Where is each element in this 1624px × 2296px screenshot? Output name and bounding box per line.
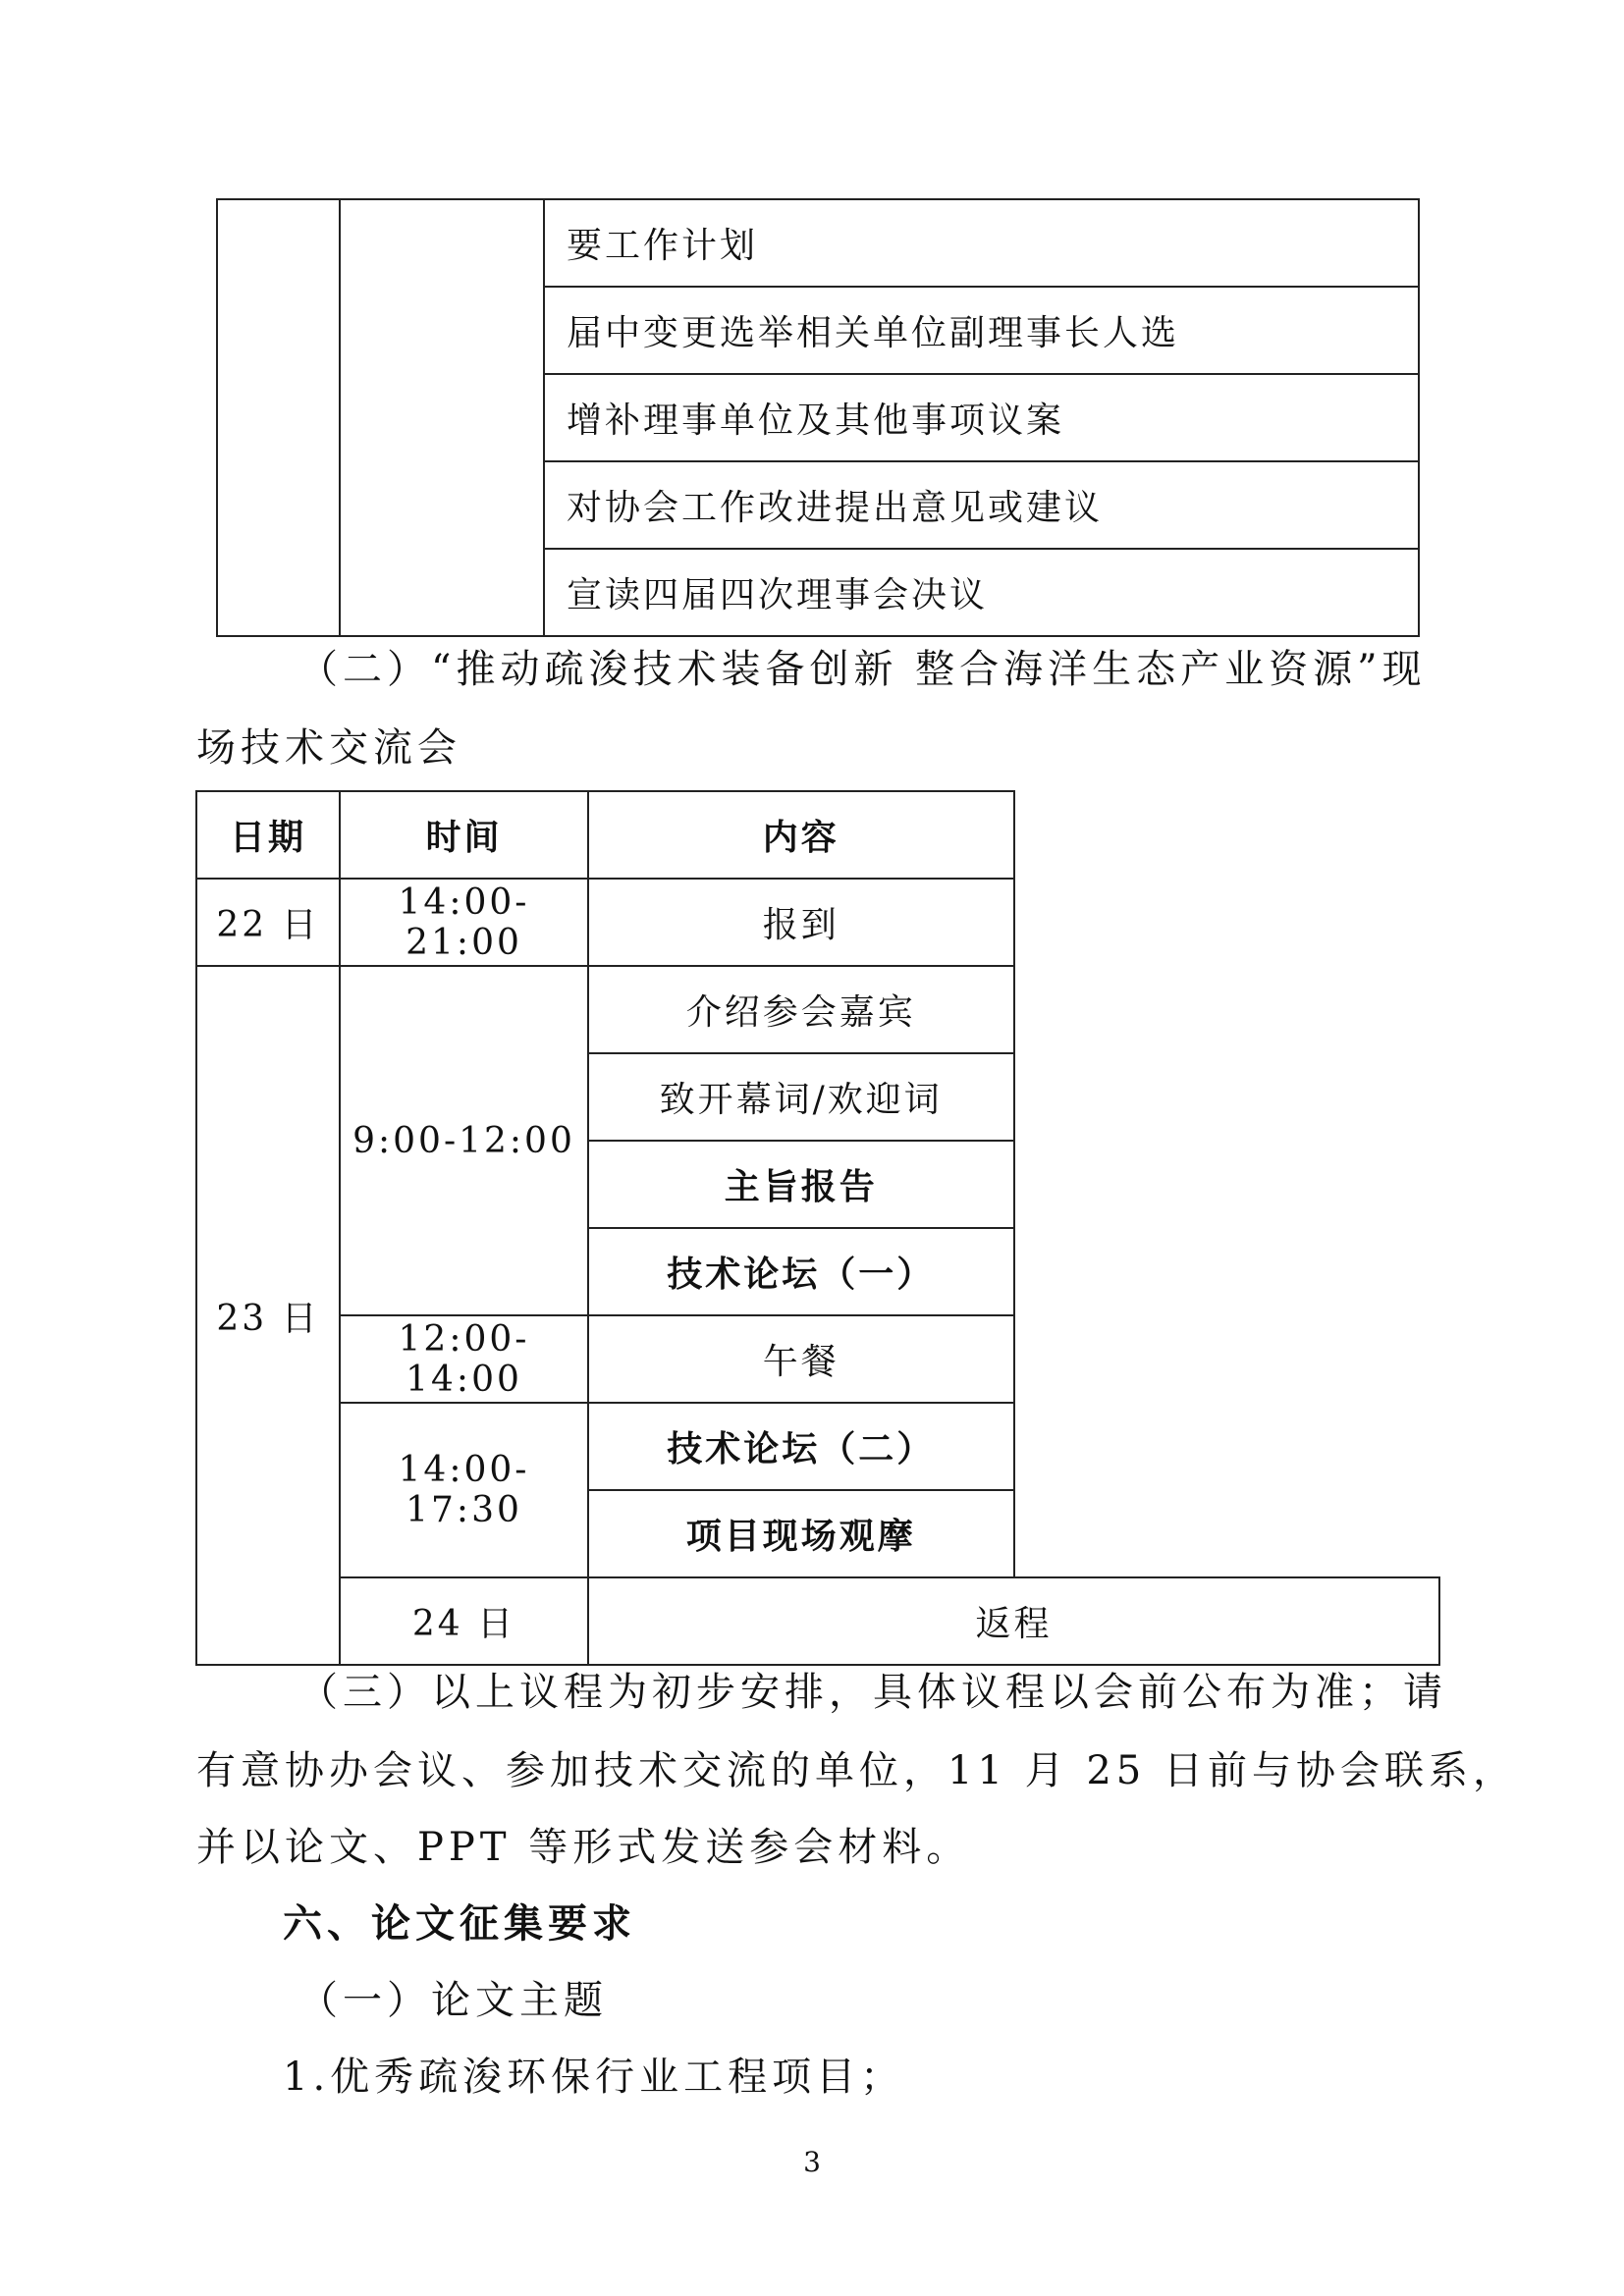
empty-date-cell — [217, 199, 340, 636]
section3-line1: （三）以上议程为初步安排，具体议程以会前公布为准；请 — [298, 1670, 1447, 1715]
day24-date: 24 日 — [340, 1577, 588, 1665]
table-row: 增补理事单位及其他事项议案 — [544, 374, 1419, 461]
section2-title-line1: （二）“推动疏浚技术装备创新 整合海洋生态产业资源”现 — [298, 647, 1427, 692]
day24-content: 返程 — [588, 1577, 1439, 1665]
exchange-agenda-table — [195, 790, 1440, 1666]
section6-item1: 1.优秀疏浚环保行业工程项目； — [283, 2055, 905, 2100]
day22-date: 22 日 — [196, 879, 340, 966]
agenda-item: 致开幕词/欢迎词 — [588, 1053, 1014, 1141]
section2-title-line2: 场技术交流会 — [196, 725, 461, 771]
council-agenda-table-continued — [216, 198, 1420, 637]
table-row: 届中变更选举相关单位副理事长人选 — [544, 287, 1419, 374]
day23-afternoon-time: 14:00-17:30 — [340, 1403, 588, 1577]
header-date: 日期 — [196, 791, 340, 879]
header-time: 时间 — [340, 791, 588, 879]
table-row: 宣读四届四次理事会决议 — [544, 549, 1419, 636]
day23-lunch-time: 12:00-14:00 — [340, 1315, 588, 1403]
section3-line3: 并以论文、PPT 等形式发送参会材料。 — [196, 1825, 971, 1870]
day22-content: 报到 — [588, 879, 1014, 966]
empty-time-cell — [340, 199, 544, 636]
agenda-item: 介绍参会嘉宾 — [588, 966, 1014, 1053]
agenda-item: 午餐 — [588, 1315, 1014, 1403]
table-row: 对协会工作改进提出意见或建议 — [544, 461, 1419, 549]
agenda-item: 项目现场观摩 — [588, 1490, 1014, 1577]
section6-subheading: （一）论文主题 — [298, 1978, 608, 2023]
section6-heading: 六、论文征集要求 — [283, 1901, 636, 1947]
header-content: 内容 — [588, 791, 1014, 879]
section3-line2: 有意协办会议、参加技术交流的单位，11 月 25 日前与协会联系， — [196, 1748, 1517, 1793]
day23-morning-time: 9:00-12:00 — [340, 966, 588, 1315]
day22-time: 14:00-21:00 — [340, 879, 588, 966]
agenda-item: 技术论坛（二） — [588, 1403, 1014, 1490]
agenda-item: 主旨报告 — [588, 1141, 1014, 1228]
agenda-item: 技术论坛（一） — [588, 1228, 1014, 1315]
day23-date: 23 日 — [196, 966, 340, 1665]
page-number: 3 — [803, 2146, 821, 2178]
table-row: 要工作计划 — [544, 199, 1419, 287]
